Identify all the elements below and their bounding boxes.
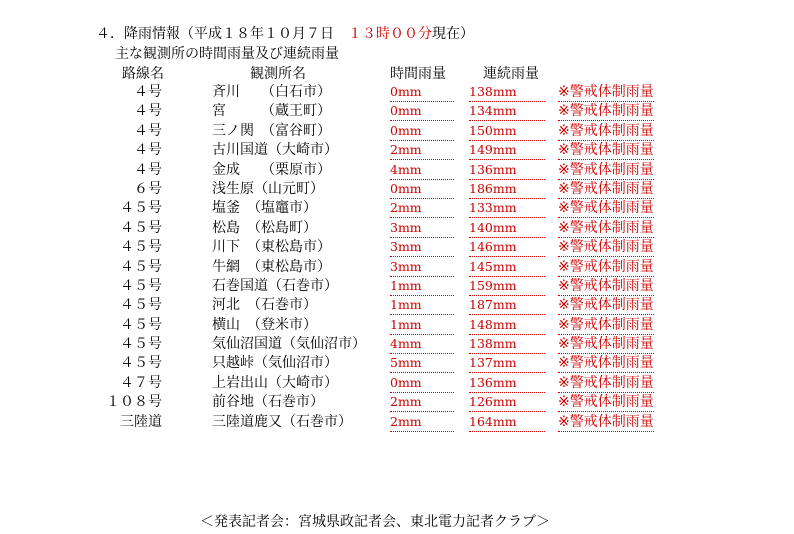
route-cell: ４号	[134, 161, 162, 178]
continuous-rain-cell: 149mm	[469, 141, 545, 160]
table-row	[0, 354, 794, 373]
continuous-rain-cell: 164mm	[469, 413, 545, 432]
hourly-rain-cell: 1mm	[390, 296, 454, 315]
table-row	[0, 393, 794, 412]
column-header-hourly: 時間雨量	[390, 66, 446, 82]
warning-note-cell: ※警戒体制雨量	[558, 200, 654, 217]
station-cell: 松島 （松島町）	[212, 219, 317, 236]
route-cell: ４５号	[120, 239, 162, 256]
station-cell: 川下 （東松島市）	[212, 239, 331, 256]
table-row	[0, 199, 794, 218]
hourly-rain-cell: 1mm	[390, 277, 454, 296]
hourly-rain-cell: 2mm	[390, 141, 454, 160]
hourly-rain-cell: 4mm	[390, 335, 454, 354]
station-cell: 三ノ関 （富谷町）	[212, 122, 331, 139]
route-cell: ４号	[134, 84, 162, 100]
route-cell: ４５号	[120, 355, 162, 372]
continuous-rain-cell: 133mm	[469, 199, 545, 218]
rainfall-table	[0, 83, 794, 432]
continuous-rain-cell: 146mm	[469, 238, 545, 257]
warning-note-cell: ※警戒体制雨量	[558, 297, 654, 314]
route-cell: ４５号	[120, 297, 162, 314]
station-cell: 金成 （栗原市）	[212, 161, 331, 178]
column-header-continuous: 連続雨量	[483, 66, 539, 82]
route-cell: ６号	[134, 180, 162, 197]
station-cell: 塩釜 （塩竈市）	[212, 200, 317, 217]
warning-note-cell: ※警戒体制雨量	[558, 336, 654, 353]
table-row	[0, 219, 794, 238]
table-row	[0, 102, 794, 121]
station-cell: 古川国道（大崎市）	[212, 142, 338, 159]
route-cell: ４７号	[120, 374, 162, 391]
station-cell: 三陸道鹿又（石巻市）	[212, 413, 352, 430]
route-cell: ４号	[134, 122, 162, 139]
station-cell: 只越峠（気仙沼市）	[212, 355, 338, 372]
warning-note-cell: ※警戒体制雨量	[558, 316, 654, 333]
table-row	[0, 180, 794, 199]
table-row	[0, 161, 794, 180]
warning-note-cell: ※警戒体制雨量	[558, 122, 654, 139]
route-cell: ４号	[134, 142, 162, 159]
warning-note-cell: ※警戒体制雨量	[558, 161, 654, 178]
warning-note-cell: ※警戒体制雨量	[558, 258, 654, 275]
route-cell: 三陸道	[120, 413, 162, 430]
warning-note-cell: ※警戒体制雨量	[558, 103, 654, 120]
hourly-rain-cell: 0mm	[390, 83, 454, 102]
continuous-rain-cell: 159mm	[469, 277, 545, 296]
route-cell: ４５号	[120, 258, 162, 275]
route-cell: ４号	[134, 103, 162, 120]
warning-note-cell: ※警戒体制雨量	[558, 180, 654, 197]
continuous-rain-cell: 140mm	[469, 219, 545, 238]
table-row	[0, 258, 794, 277]
station-cell: 牛網 （東松島市）	[212, 258, 331, 275]
warning-note-cell: ※警戒体制雨量	[558, 374, 654, 391]
warning-note-cell: ※警戒体制雨量	[558, 277, 654, 294]
continuous-rain-cell: 137mm	[469, 354, 545, 373]
hourly-rain-cell: 2mm	[390, 393, 454, 412]
hourly-rain-cell: 0mm	[390, 374, 454, 393]
press-club-footer: ＜発表記者会：宮城県政記者会、東北電力記者クラブ＞	[200, 514, 550, 530]
warning-note-cell: ※警戒体制雨量	[558, 394, 654, 411]
hourly-rain-cell: 2mm	[390, 413, 454, 432]
continuous-rain-cell: 138mm	[469, 83, 545, 102]
column-header-station: 観測所名	[250, 66, 306, 82]
warning-note-cell: ※警戒体制雨量	[558, 413, 654, 430]
title-prefix: ４．降雨情報（平成１８年１０月７日	[96, 26, 348, 42]
table-row	[0, 122, 794, 141]
hourly-rain-cell: 3mm	[390, 238, 454, 257]
warning-note-cell: ※警戒体制雨量	[558, 239, 654, 256]
route-cell: ４５号	[120, 219, 162, 236]
table-row	[0, 277, 794, 296]
continuous-rain-cell: 134mm	[469, 102, 545, 121]
table-row	[0, 83, 794, 102]
route-cell: ４５号	[120, 200, 162, 217]
continuous-rain-cell: 145mm	[469, 258, 545, 277]
continuous-rain-cell: 136mm	[469, 161, 545, 180]
hourly-rain-cell: 3mm	[390, 219, 454, 238]
table-row	[0, 335, 794, 354]
table-row	[0, 296, 794, 315]
continuous-rain-cell: 148mm	[469, 316, 545, 335]
hourly-rain-cell: 3mm	[390, 258, 454, 277]
continuous-rain-cell: 187mm	[469, 296, 545, 315]
station-cell: 石巻国道（石巻市）	[212, 277, 338, 294]
table-row	[0, 374, 794, 393]
table-row	[0, 413, 794, 432]
column-header-route: 路線名	[122, 66, 164, 82]
warning-note-cell: ※警戒体制雨量	[558, 355, 654, 372]
title-suffix: 現在）	[432, 26, 474, 42]
route-cell: ４５号	[120, 316, 162, 333]
continuous-rain-cell: 150mm	[469, 122, 545, 141]
station-cell: 気仙沼国道（気仙沼市）	[212, 336, 366, 353]
table-row	[0, 316, 794, 335]
station-cell: 浅生原（山元町）	[212, 180, 324, 197]
station-cell: 前谷地（石巻市）	[212, 394, 324, 411]
hourly-rain-cell: 4mm	[390, 161, 454, 180]
station-cell: 斉川 （白石市）	[212, 84, 331, 100]
report-title	[96, 23, 474, 43]
hourly-rain-cell: 2mm	[390, 199, 454, 218]
warning-note-cell: ※警戒体制雨量	[558, 84, 654, 100]
table-row	[0, 238, 794, 257]
table-row	[0, 141, 794, 160]
title-time: １３時００分	[348, 26, 432, 42]
continuous-rain-cell: 136mm	[469, 374, 545, 393]
route-cell: ４５号	[120, 336, 162, 353]
hourly-rain-cell: 5mm	[390, 354, 454, 373]
station-cell: 横山 （登米市）	[212, 316, 317, 333]
route-cell: ４５号	[120, 277, 162, 294]
hourly-rain-cell: 0mm	[390, 122, 454, 141]
hourly-rain-cell: 1mm	[390, 316, 454, 335]
continuous-rain-cell: 138mm	[469, 335, 545, 354]
warning-note-cell: ※警戒体制雨量	[558, 219, 654, 236]
station-cell: 宮 （蔵王町）	[212, 103, 331, 120]
continuous-rain-cell: 186mm	[469, 180, 545, 199]
continuous-rain-cell: 126mm	[469, 393, 545, 412]
warning-note-cell: ※警戒体制雨量	[558, 142, 654, 159]
hourly-rain-cell: 0mm	[390, 102, 454, 121]
station-cell: 河北 （石巻市）	[212, 297, 317, 314]
station-cell: 上岩出山（大崎市）	[212, 374, 338, 391]
route-cell: １０８号	[106, 394, 162, 411]
report-subtitle: 主な観測所の時間雨量及び連続雨量	[115, 46, 339, 62]
hourly-rain-cell: 0mm	[390, 180, 454, 199]
